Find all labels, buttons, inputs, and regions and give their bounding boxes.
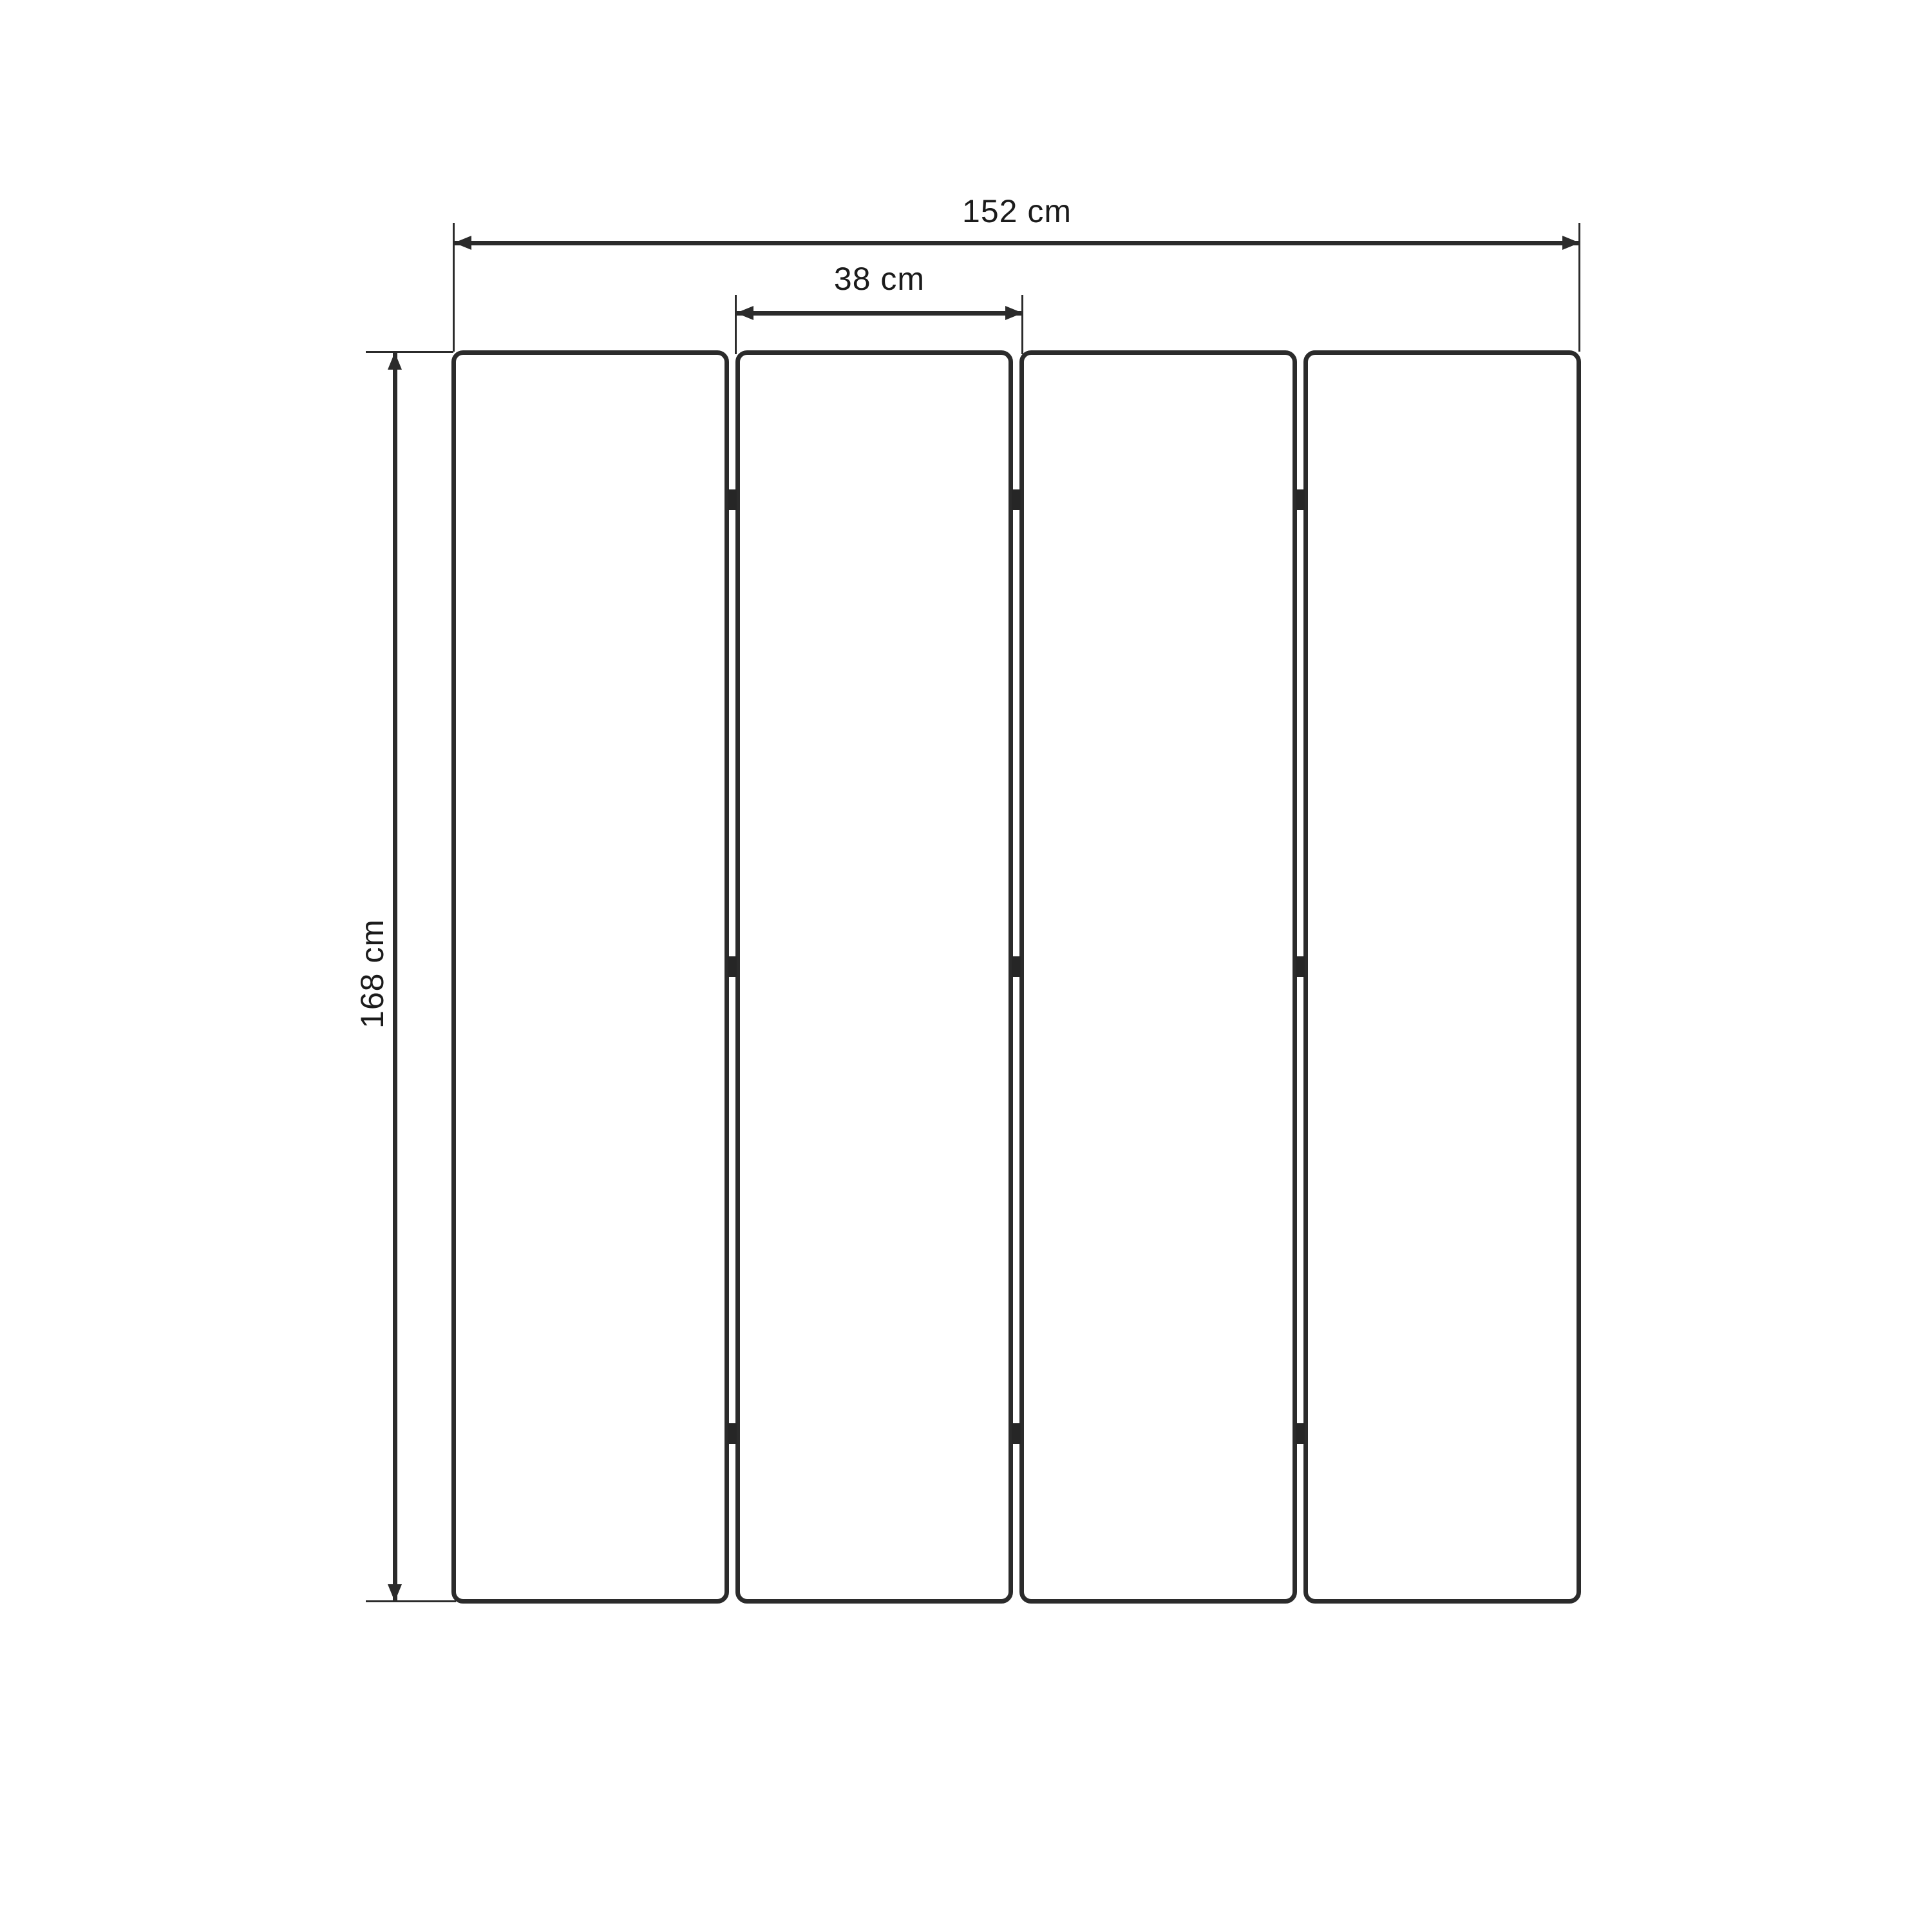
hinge-bottom-1	[728, 1423, 737, 1444]
panel-2	[735, 350, 1013, 1604]
height-dimension-line	[393, 352, 397, 1602]
total-width-dimension-line	[454, 241, 1580, 245]
hinge-top-2	[1012, 489, 1021, 510]
hinge-middle-1	[728, 956, 737, 977]
panel-width-arrow-left-icon	[736, 306, 753, 320]
total-width-extension-line-right	[1578, 223, 1580, 352]
total-width-arrow-right-icon	[1562, 236, 1580, 250]
hinge-bottom-3	[1296, 1423, 1305, 1444]
hinge-middle-3	[1296, 956, 1305, 977]
hinge-bottom-2	[1012, 1423, 1021, 1444]
panel-1	[451, 350, 729, 1604]
panel-4	[1303, 350, 1581, 1604]
panel-width-extension-line-left	[735, 295, 737, 354]
hinge-top-3	[1296, 489, 1305, 510]
height-arrow-up-icon	[388, 352, 402, 370]
height-extension-line-top	[366, 351, 453, 353]
total-width-label: 152 cm	[962, 193, 1072, 229]
total-width-arrow-left-icon	[454, 236, 471, 250]
hinge-top-1	[728, 489, 737, 510]
total-width-extension-line-left	[453, 223, 455, 352]
panel-3	[1019, 350, 1297, 1604]
height-extension-line-bottom	[366, 1600, 456, 1602]
hinge-middle-2	[1012, 956, 1021, 977]
panel-width-arrow-right-icon	[1005, 306, 1023, 320]
height-arrow-down-icon	[388, 1584, 402, 1602]
panel-width-label: 38 cm	[833, 261, 925, 297]
panel-width-dimension-line	[736, 311, 1023, 316]
panel-width-extension-line-right	[1021, 295, 1023, 354]
height-label: 168 cm	[354, 919, 390, 1028]
